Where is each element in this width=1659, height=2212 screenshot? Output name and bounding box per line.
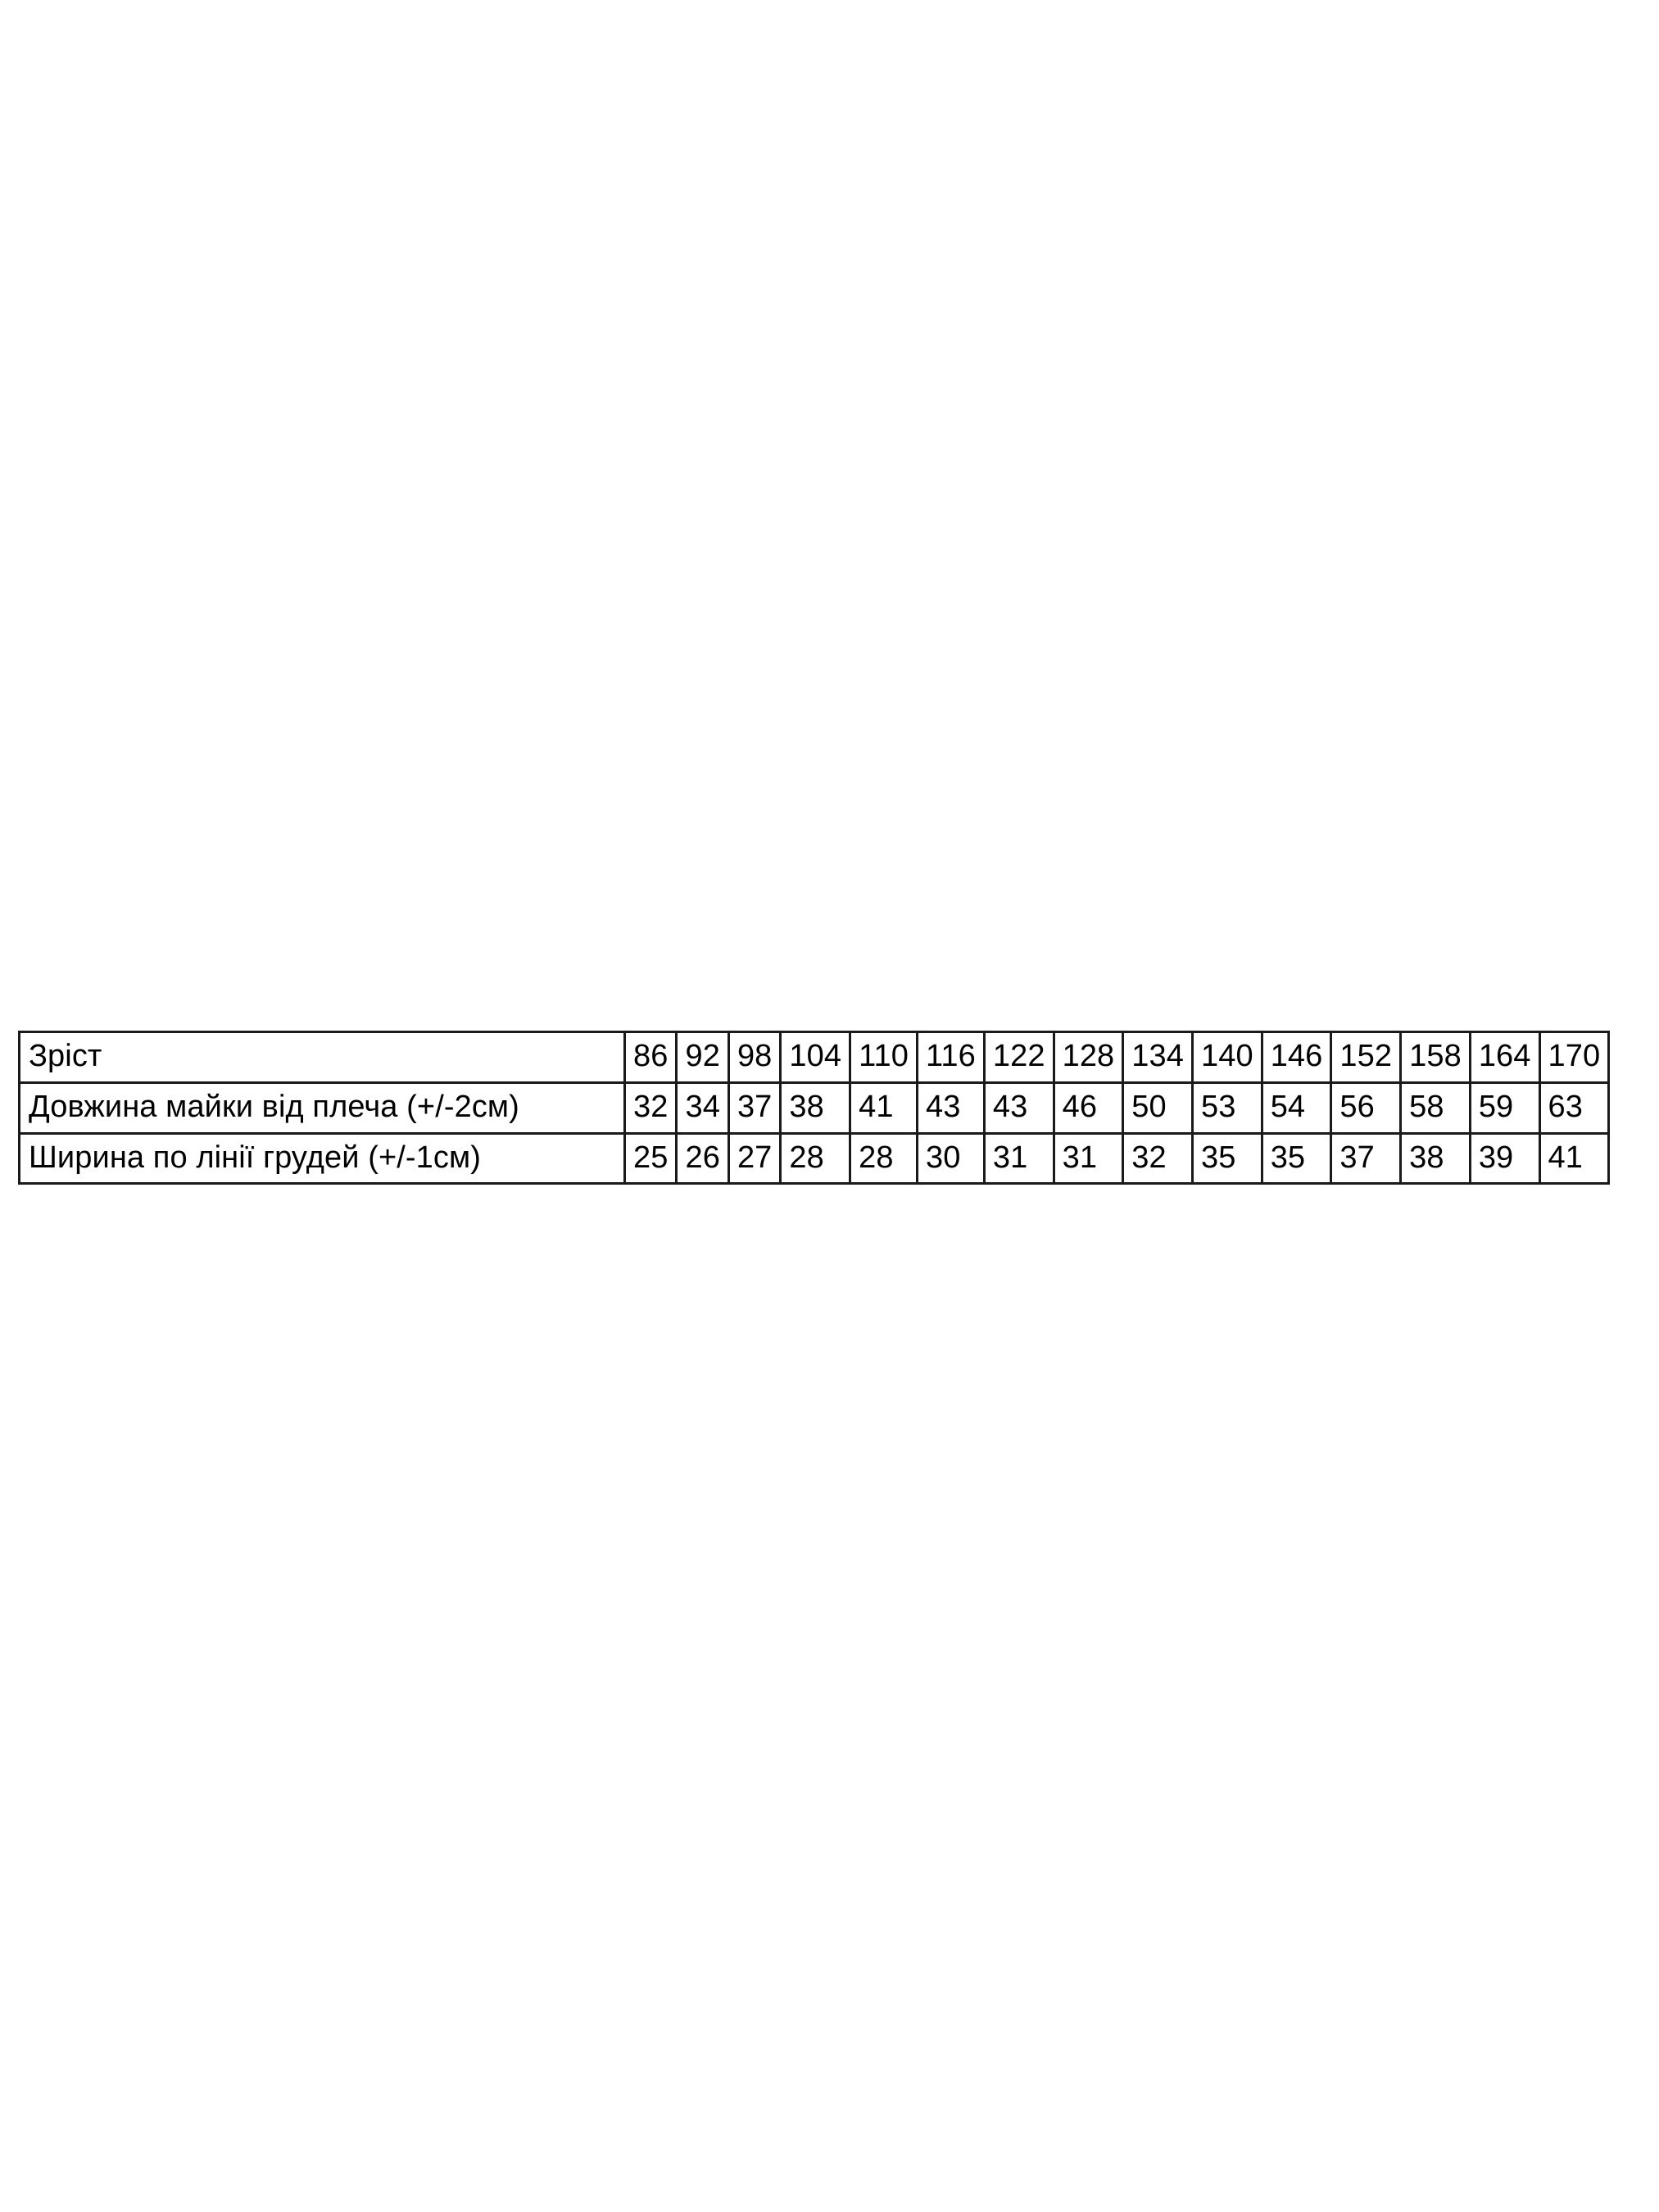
cell-chest-5: 28	[851, 1135, 918, 1185]
cell-height-13: 158	[1402, 1033, 1471, 1084]
cell-length-3: 37	[730, 1084, 782, 1135]
cell-length-5: 41	[851, 1084, 918, 1135]
table-row	[20, 1033, 1610, 1084]
cell-height-12: 152	[1332, 1033, 1402, 1084]
table-row	[20, 1135, 1610, 1185]
cell-length-13: 58	[1402, 1084, 1471, 1135]
table-row	[20, 1084, 1610, 1135]
cell-length-15: 63	[1541, 1084, 1611, 1135]
cell-chest-1: 25	[626, 1135, 678, 1185]
cell-chest-6: 30	[918, 1135, 986, 1185]
cell-height-9: 134	[1124, 1033, 1194, 1084]
cell-length-14: 59	[1471, 1084, 1541, 1135]
cell-height-6: 116	[918, 1033, 986, 1084]
cell-length-2: 34	[678, 1084, 729, 1135]
cell-height-2: 92	[678, 1033, 729, 1084]
cell-length-10: 53	[1194, 1084, 1263, 1135]
cell-chest-3: 27	[730, 1135, 782, 1185]
cell-chest-4: 28	[782, 1135, 851, 1185]
row-label-height: Зріст	[20, 1033, 626, 1084]
cell-height-14: 164	[1471, 1033, 1541, 1084]
size-chart-table	[18, 1031, 1610, 1185]
size-chart-container	[18, 1031, 1644, 1185]
cell-height-5: 110	[851, 1033, 918, 1084]
cell-height-1: 86	[626, 1033, 678, 1084]
cell-length-11: 54	[1263, 1084, 1333, 1135]
cell-chest-11: 35	[1263, 1135, 1333, 1185]
cell-chest-2: 26	[678, 1135, 729, 1185]
cell-length-12: 56	[1332, 1084, 1402, 1135]
cell-height-15: 170	[1541, 1033, 1611, 1084]
row-label-chest-width: Ширина по лінії грудей (+/-1см)	[20, 1135, 626, 1185]
cell-length-7: 43	[986, 1084, 1055, 1135]
cell-chest-12: 37	[1332, 1135, 1402, 1185]
cell-chest-7: 31	[986, 1135, 1055, 1185]
cell-height-10: 140	[1194, 1033, 1263, 1084]
cell-chest-13: 38	[1402, 1135, 1471, 1185]
cell-chest-10: 35	[1194, 1135, 1263, 1185]
cell-height-11: 146	[1263, 1033, 1333, 1084]
cell-chest-9: 32	[1124, 1135, 1194, 1185]
cell-length-4: 38	[782, 1084, 851, 1135]
cell-length-8: 46	[1055, 1084, 1125, 1135]
cell-height-8: 128	[1055, 1033, 1125, 1084]
cell-chest-14: 39	[1471, 1135, 1541, 1185]
cell-chest-15: 41	[1541, 1135, 1611, 1185]
cell-chest-8: 31	[1055, 1135, 1125, 1185]
cell-height-4: 104	[782, 1033, 851, 1084]
row-label-shirt-length: Довжина майки від плеча (+/-2см)	[20, 1084, 626, 1135]
cell-length-6: 43	[918, 1084, 986, 1135]
cell-height-3: 98	[730, 1033, 782, 1084]
cell-length-9: 50	[1124, 1084, 1194, 1135]
cell-length-1: 32	[626, 1084, 678, 1135]
cell-height-7: 122	[986, 1033, 1055, 1084]
